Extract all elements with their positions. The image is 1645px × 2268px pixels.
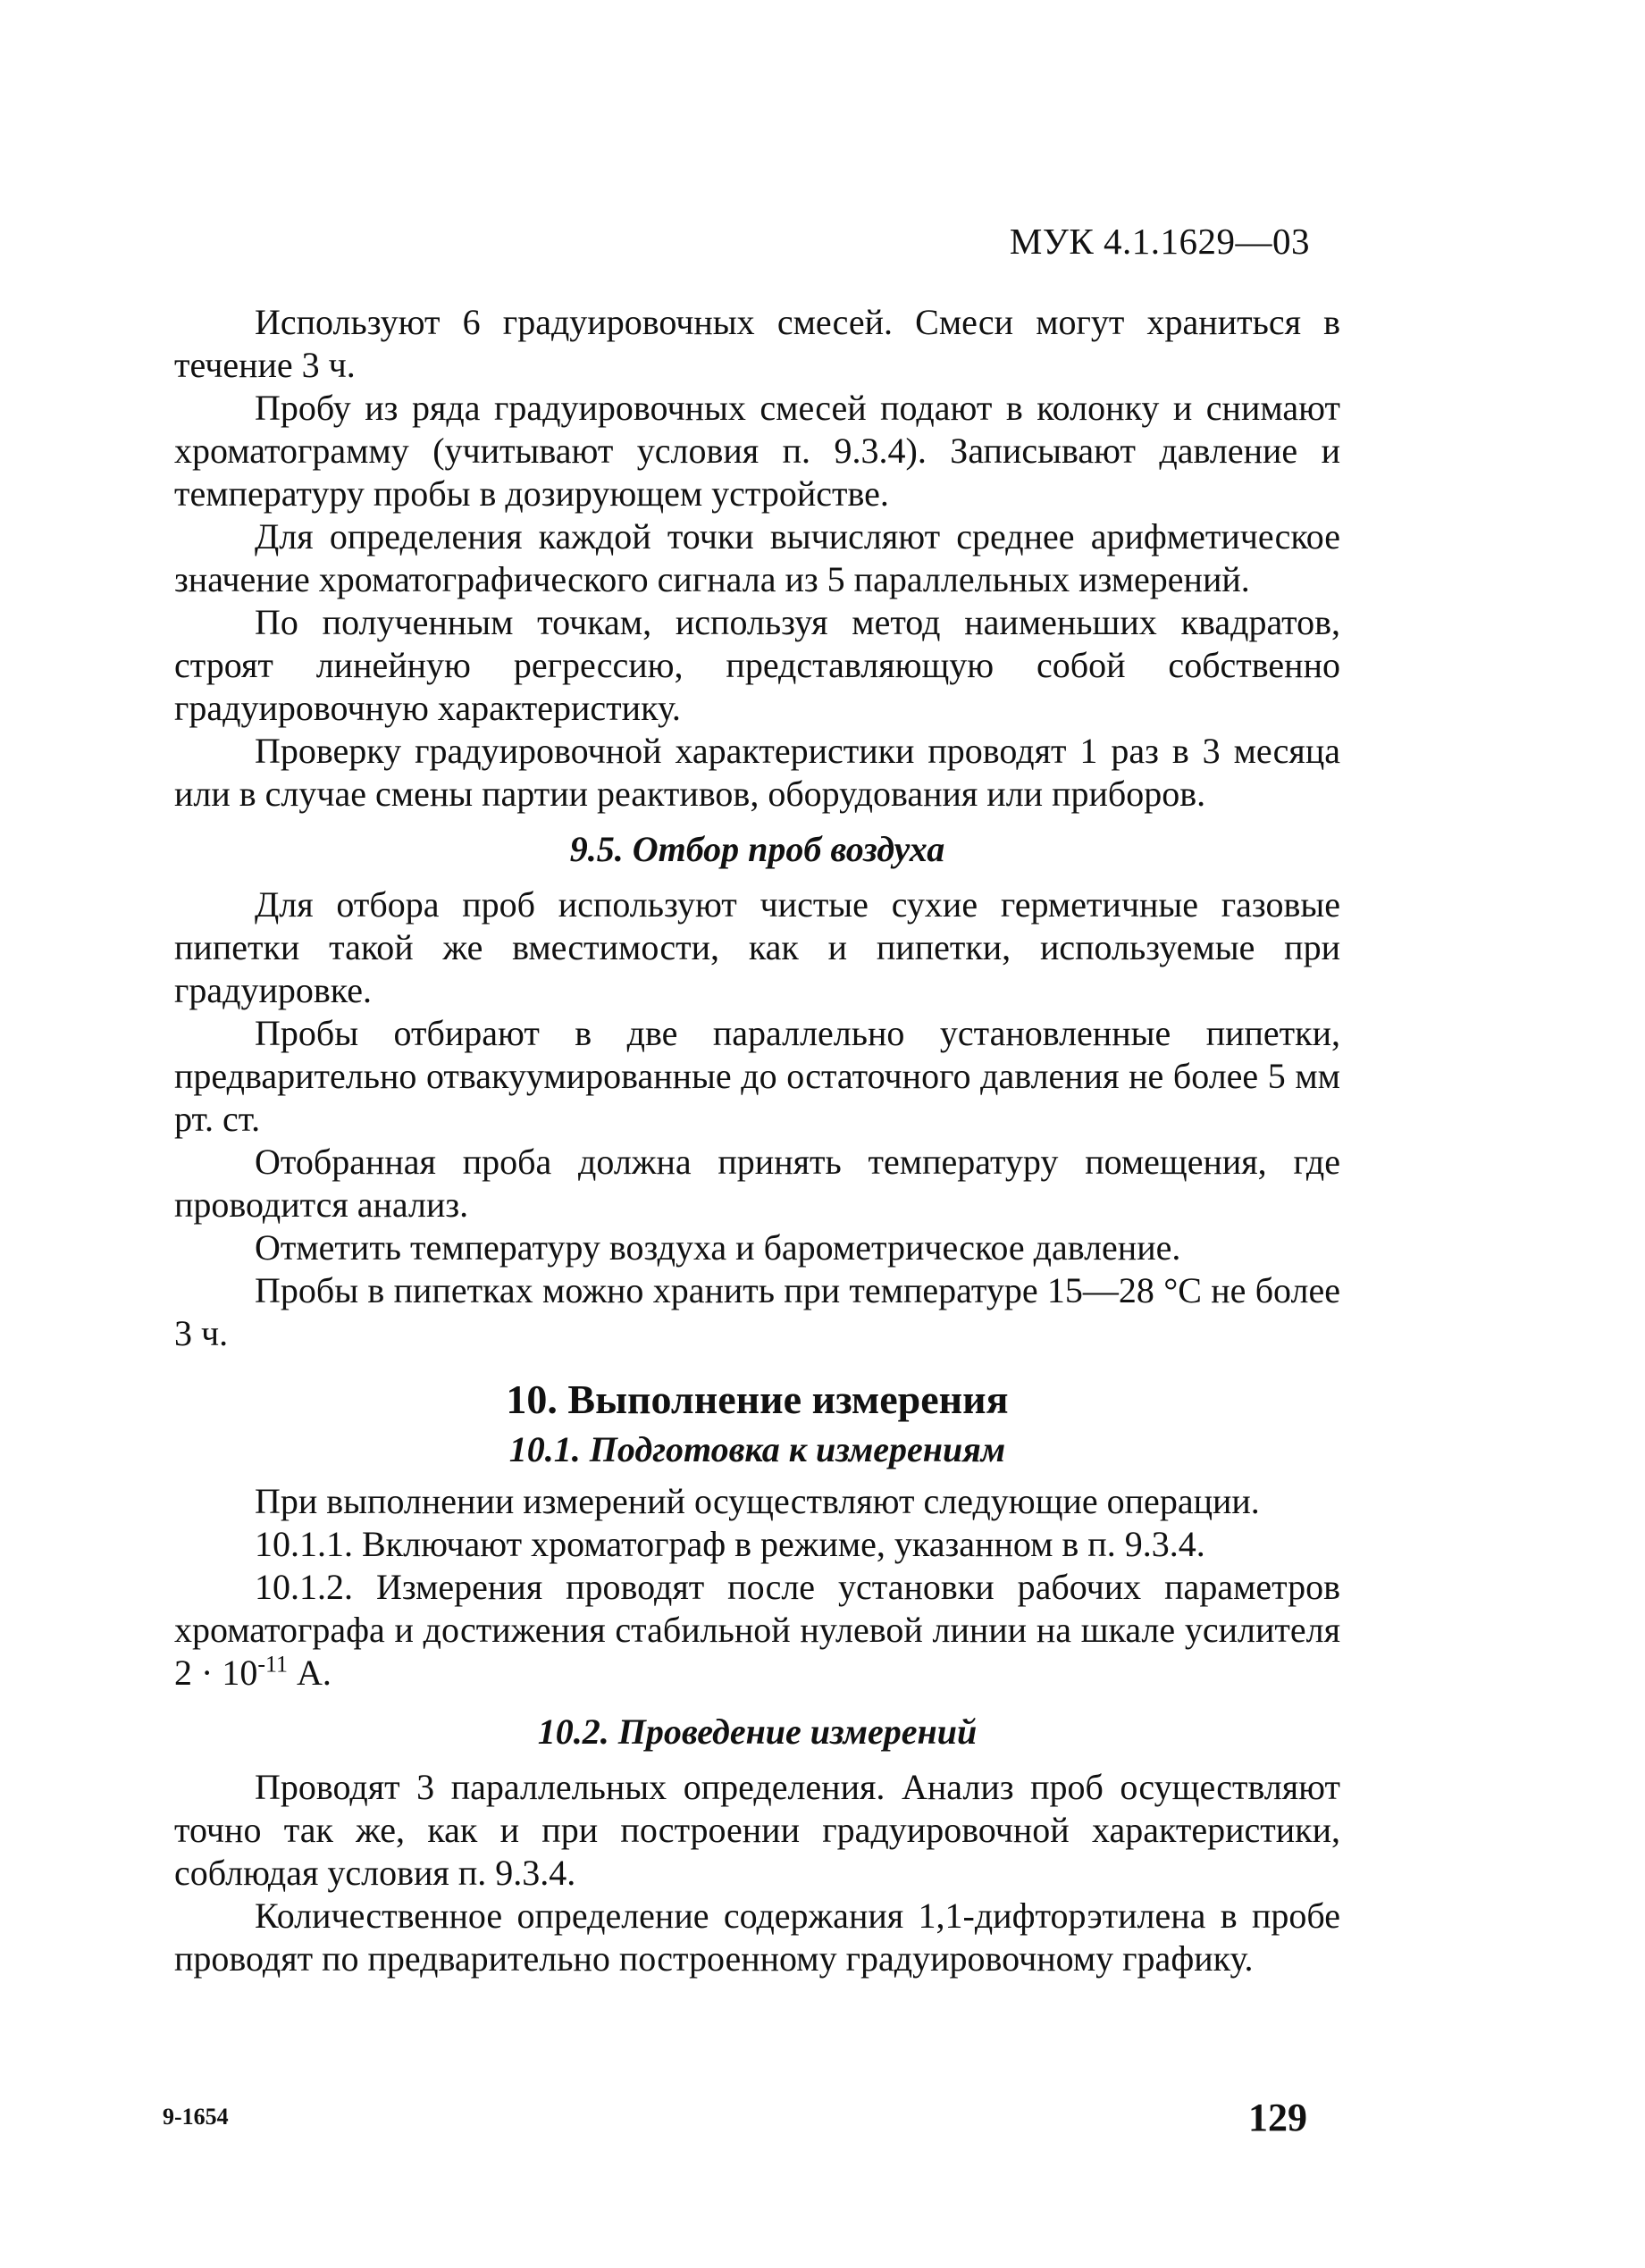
paragraph-mean-value: Для определения каждой точки вычисляют среднее арифметическое значение хроматографического сигнала из 5 параллельных измерений.	[174, 516, 1340, 599]
section-heading-10-2: 10.2. Проведение измерений	[537, 1711, 978, 1752]
paragraph-10-1-2	[174, 1566, 1340, 1695]
document-body	[174, 301, 1340, 1980]
paragraph-record-conditions: Отметить температуру воздуха и барометрическое давление.	[255, 1227, 1181, 1268]
paragraph-operations: При выполнении измерений осуществляют следующие операции.	[255, 1481, 1260, 1521]
paragraph-10-1-2-unit: А.	[288, 1653, 332, 1693]
section-heading-9-5: 9.5. Отбор проб воздуха	[569, 829, 945, 869]
section-heading-10-1: 10.1. Подготовка к измерениям	[508, 1429, 1006, 1469]
document-code-header: МУК 4.1.1629—03	[1009, 221, 1310, 262]
sheet-code-footer: 9-1654	[163, 2104, 229, 2130]
page-number: 129	[1248, 2096, 1307, 2139]
paragraph-sampling-procedure: Пробы отбирают в две параллельно установленные пипетки, предварительно отвакуумированные до остаточного давления не более 5 мм рт. ст.	[174, 1013, 1340, 1139]
paragraph-parallel-determinations: Проводят 3 параллельных определения. Анализ проб осуществляют точно так же, как и при построении градуировочной характеристики, соблюдая условия п. 9.3.4.	[174, 1767, 1340, 1893]
paragraph-calibration-mixtures: Используют 6 градуировочных смесей. Смеси могут храниться в течение 3 ч.	[174, 302, 1340, 385]
paragraph-10-1-2-text: 10.1.2. Измерения проводят после установки рабочих параметров хроматографа и достижения стабильной нулевой линии на шкале усилителя 2 · 10	[174, 1567, 1340, 1693]
paragraph-quantitative: Количественное определение содержания 1,1-дифторэтилена в пробе проводят по предварительно построенному градуировочному графику.	[174, 1896, 1340, 1979]
paragraph-sampling-pipettes: Для отбора проб используют чистые сухие герметичные газовые пипетки такой же вместимости, как и пипетки, используемые при градуировке.	[174, 884, 1340, 1010]
paragraph-sample-temperature: Отобранная проба должна принять температуру помещения, где проводится анализ.	[174, 1142, 1340, 1225]
section-heading-10: 10. Выполнение измерения	[506, 1377, 1009, 1422]
paragraph-storage: Пробы в пипетках можно хранить при температуре 15—28 °С не более 3 ч.	[174, 1270, 1340, 1353]
paragraph-regression: По полученным точкам, используя метод наименьших квадратов, строят линейную регрессию, представляющую собой собственно градуировочную характеристику.	[174, 602, 1340, 728]
paragraph-chromatogram: Пробу из ряда градуировочных смесей подают в колонку и снимают хроматограмму (учитывают условия п. 9.3.4). Записывают давление и температуру пробы в дозирующем устройстве.	[174, 388, 1340, 514]
exponent: -11	[257, 1651, 289, 1678]
paragraph-10-1-1: 10.1.1. Включают хроматограф в режиме, указанном в п. 9.3.4.	[255, 1524, 1205, 1564]
paragraph-calibration-check: Проверку градуировочной характеристики проводят 1 раз в 3 месяца или в случае смены партии реактивов, оборудования или приборов.	[174, 731, 1340, 814]
